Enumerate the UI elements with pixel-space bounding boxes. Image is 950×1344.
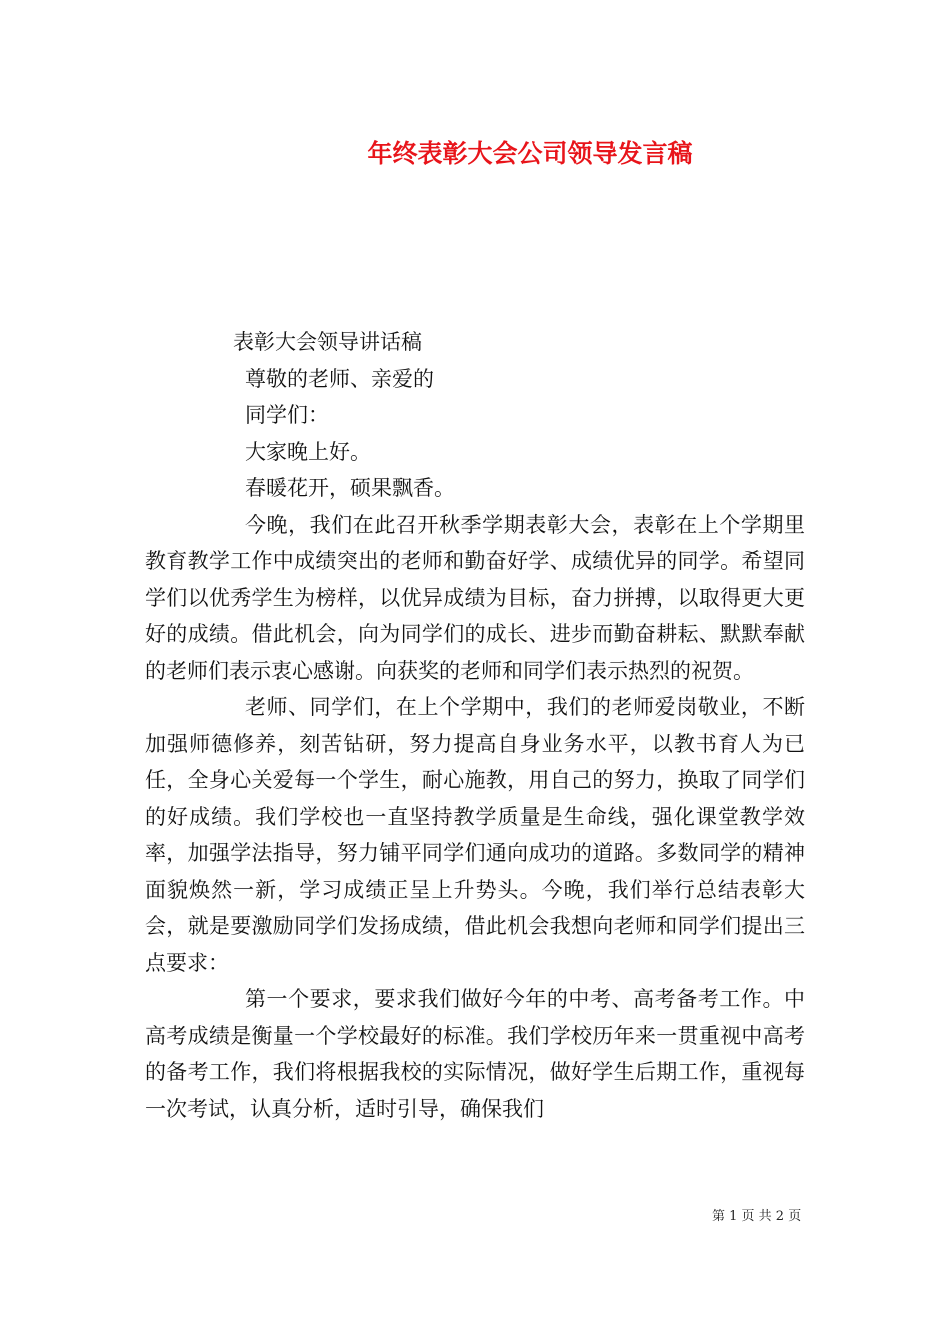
greeting-line: 春暖花开，硕果飘香。 xyxy=(245,476,455,500)
greeting-line: 同学们： xyxy=(245,403,329,427)
body-paragraph: 老师、同学们，在上个学期中，我们的老师爱岗敬业，不断加强师德修养，刻苦钻研，努力提高自身业务水平，以教书育人为已任，全身心关爱每一个学生，耐心施教，用自己的努力，换取了同学们的好成绩。我们学校也一直坚持教学质量是生命线，强化课堂教学效率，加强学法指导，努力铺平同学们通向成功的道路。多数同学的精神面貌焕然一新，学习成绩正呈上升势头。今晚，我们举行总结表彰大会，就是要激励同学们发扬成绩，借此机会我想向老师和同学们提出三点要求： xyxy=(145,695,805,975)
document-title: 年终表彰大会公司领导发言稿 xyxy=(367,139,693,168)
body-paragraph: 今晚，我们在此召开秋季学期表彰大会，表彰在上个学期里教育教学工作中成绩突出的老师和勤奋好学、成绩优异的同学。希望同学们以优秀学生为榜样，以优异成绩为目标，奋力拼搏，以取得更大更好的成绩。借此机会，向为同学们的成长、进步而勤奋耕耘、默默奉献的老师们表示衷心感谢。向获奖的老师和同学们表示热烈的祝贺。 xyxy=(145,512,805,683)
body-paragraph: 第一个要求，要求我们做好今年的中考、高考备考工作。中高考成绩是衡量一个学校最好的标准。我们学校历年来一贯重视中高考的备考工作，我们将根据我校的实际情况，做好学生后期工作，重视每一次考试，认真分析，适时引导，确保我们 xyxy=(145,987,805,1121)
greeting-line: 大家晚上好。 xyxy=(245,439,371,464)
speech-heading: 表彰大会领导讲话稿 xyxy=(233,330,422,354)
greeting-line: 尊敬的老师、亲爱的 xyxy=(245,366,434,391)
document-body xyxy=(145,324,805,1127)
page-number-footer: 第 1 页 共 2 页 xyxy=(712,1209,802,1224)
